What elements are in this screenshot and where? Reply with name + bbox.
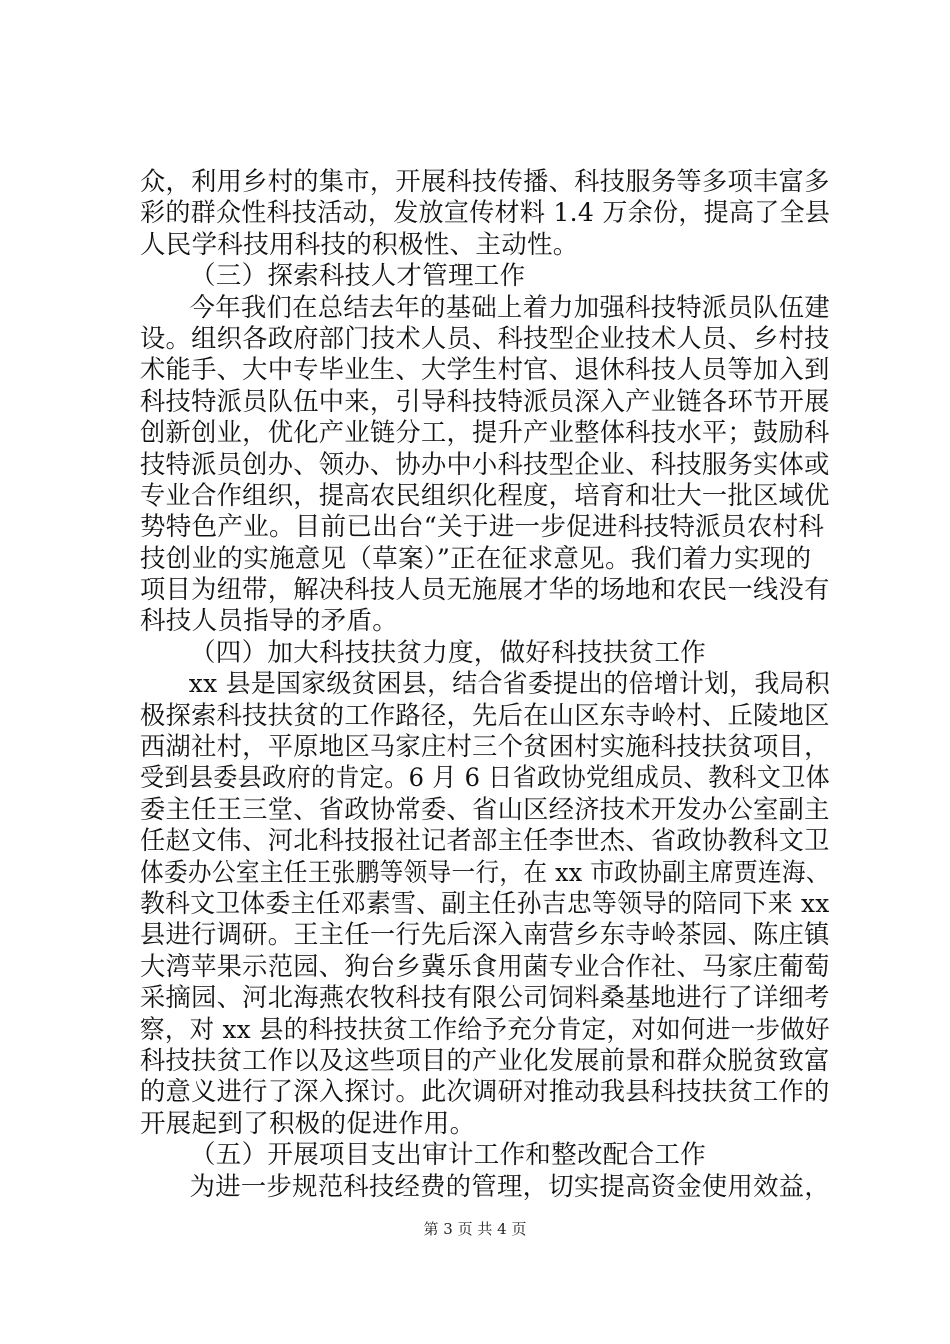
paragraph-line: 人民学科技用科技的积极性、主动性。	[140, 229, 579, 260]
paragraph-line: 势特色产业。目前已出台“关于进一步促进科技特派员农村科	[140, 512, 825, 543]
paragraph-line: 采摘园、河北海燕农牧科技有限公司饲料桑基地进行了详细考	[140, 983, 830, 1014]
paragraph-line: 创新创业，优化产业链分工，提升产业整体科技水平；鼓励科	[140, 418, 830, 449]
page-footer: 第 3 页 共 4 页	[423, 1220, 527, 1238]
paragraph-line: 大湾苹果示范园、狗台乡冀乐食用菌专业合作社、马家庄葡萄	[140, 951, 830, 982]
paragraph-line: 极探索科技扶贫的工作路径，先后在山区东寺岭村、丘陵地区	[140, 700, 830, 731]
paragraph-line: 科技扶贫工作以及这些项目的产业化发展前景和群众脱贫致富	[140, 1045, 830, 1076]
paragraph-line: 任赵文伟、河北科技报社记者部主任李世杰、省政协教科文卫	[140, 826, 830, 857]
document-body	[140, 167, 830, 1203]
paragraph-line: 技创业的实施意见（草案）”正在征求意见。我们着力实现的	[140, 543, 812, 574]
paragraph-line: 技特派员创办、领办、协办中小科技型企业、科技服务实体或	[140, 449, 830, 480]
paragraph-line: 受到县委县政府的肯定。6 月 6 日省政协党组成员、教科文卫体	[140, 763, 831, 794]
paragraph-line: 专业合作组织，提高农民组织化程度，培育和壮大一批区域优	[140, 480, 830, 511]
paragraph-line: xx 县是国家级贫困县，结合省委提出的倍增计划，我局积	[188, 669, 831, 700]
paragraph-line: 西湖社村，平原地区马家庄村三个贫困村实施科技扶贫项目，	[140, 732, 830, 763]
paragraph-line: 教科文卫体委主任邓素雪、副主任孙吉忠等领导的陪同下来 xx	[140, 888, 830, 919]
paragraph-line: 开展起到了积极的促进作用。	[140, 1108, 476, 1139]
paragraph-line: 众，利用乡村的集市，开展科技传播、科技服务等多项丰富多	[140, 167, 830, 197]
paragraph-line: 察，对 xx 县的科技扶贫工作给予充分肯定，对如何进一步做好	[140, 1014, 830, 1045]
paragraph-line: 术能手、大中专毕业生、大学生村官、退休科技人员等加入到	[140, 355, 830, 386]
section-heading: （三）探索科技人才管理工作	[190, 261, 526, 292]
paragraph-line: 县进行调研。王主任一行先后深入南营乡东寺岭茶园、陈庄镇	[140, 920, 830, 951]
section-heading: （四）加大科技扶贫力度，做好科技扶贫工作	[190, 637, 707, 668]
paragraph-line: 彩的群众性科技活动，发放宣传材料 1.4 万余份，提高了全县	[140, 198, 831, 229]
paragraph-line: 今年我们在总结去年的基础上着力加强科技特派员队伍建	[189, 292, 831, 323]
paragraph-line: 设。组织各政府部门技术人员、科技型企业技术人员、乡村技	[140, 323, 830, 354]
section-heading: （五）开展项目支出审计工作和整改配合工作	[190, 1140, 707, 1171]
paragraph-line: 为进一步规范科技经费的管理，切实提高资金使用效益，	[189, 1171, 831, 1202]
paragraph-line: 的意义进行了深入探讨。此次调研对推动我县科技扶贫工作的	[140, 1077, 830, 1108]
paragraph-line: 科技特派员队伍中来，引导科技特派员深入产业链各环节开展	[140, 386, 830, 417]
paragraph-line: 委主任王三堂、省政协常委、省山区经济技术开发办公室副主	[140, 794, 830, 825]
paragraph-line: 项目为纽带，解决科技人员无施展才华的场地和农民一线没有	[140, 575, 830, 606]
paragraph-line: 科技人员指导的矛盾。	[140, 606, 399, 637]
paragraph-line: 体委办公室主任王张鹏等领导一行，在 xx 市政协副主席贾连海、	[140, 857, 830, 888]
